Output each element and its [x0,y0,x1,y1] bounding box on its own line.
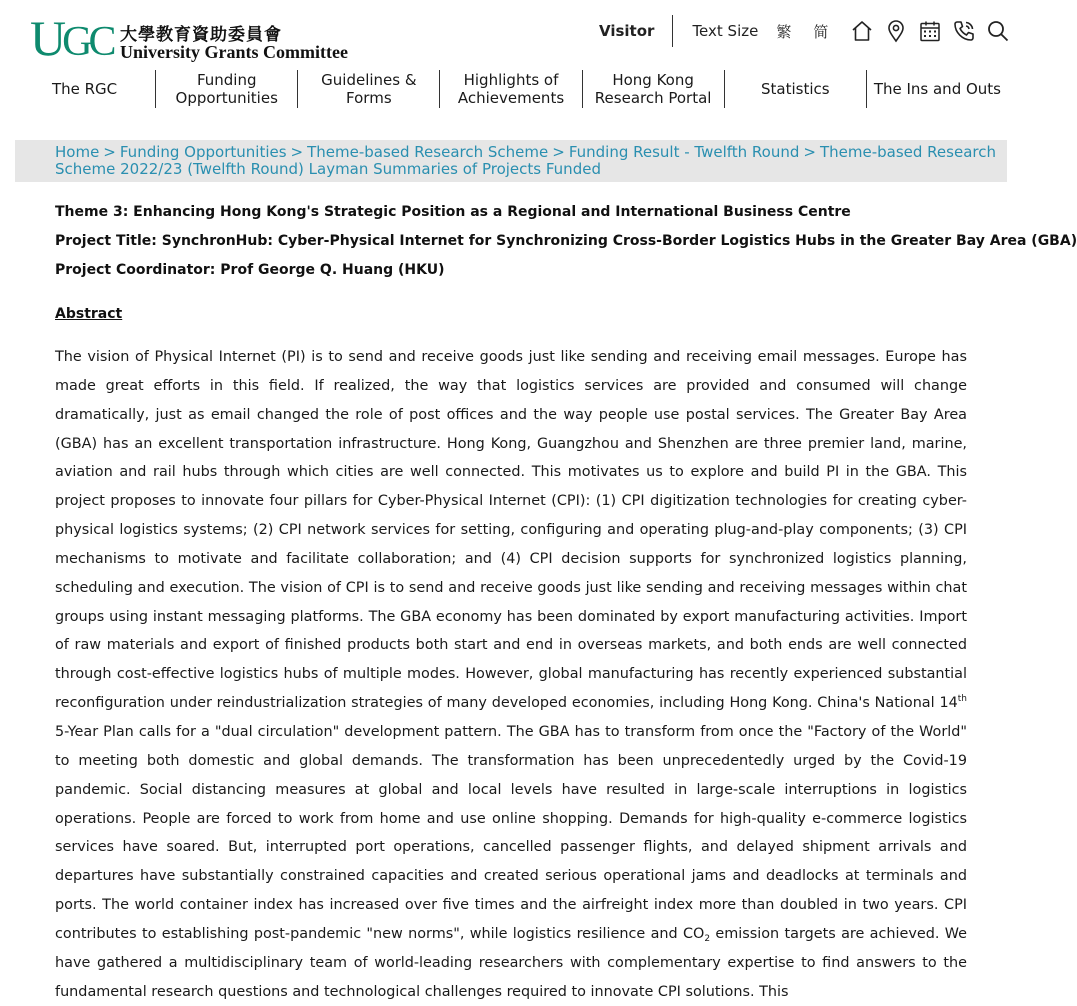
breadcrumb-home[interactable]: Home [55,143,100,161]
text-size-button[interactable]: Text Size [692,22,759,40]
breadcrumb-separator: > [103,143,116,161]
abstract-heading: Abstract [55,306,123,322]
theme-heading: Theme 3: Enhancing Hong Kong's Strategic Position as a Regional and International Business Centre [55,204,851,220]
breadcrumb-trs[interactable]: Theme-based Research Scheme [307,143,549,161]
logo-chinese-name: 大學教育資助委員會 [120,25,282,45]
project-title: Project Title: SynchronHub: Cyber-Physical Internet for Synchronizing Cross-Border Logistics Hubs in the Greater Bay Area (GBA) [55,233,1077,249]
nav-item-statistics[interactable]: Statistics [725,70,867,108]
top-toolbar [590,13,1020,49]
nav-item-the-rgc[interactable]: The RGC [14,70,156,108]
nav-item-highlights-achievements[interactable]: Highlights of Achievements [440,70,582,108]
traditional-chinese-link[interactable]: 繁 [776,22,792,41]
ugc-logo[interactable] [30,10,348,66]
breadcrumb-current-page[interactable]: Theme-based Research Scheme 2022/23 (Twelfth Round) Layman Summaries of Projects Funded [55,143,996,178]
nav-item-funding-opportunities[interactable]: Funding Opportunities [156,70,298,108]
main-nav [14,70,1008,108]
visitor-link[interactable]: Visitor [590,15,673,47]
breadcrumb [15,140,1007,182]
search-icon[interactable] [986,19,1010,43]
project-coordinator: Project Coordinator: Prof George Q. Huang (HKU) [55,262,445,278]
location-icon[interactable] [884,19,908,43]
breadcrumb-separator: > [803,143,816,161]
calendar-icon[interactable] [918,19,942,43]
breadcrumb-funding-result[interactable]: Funding Result - Twelfth Round [568,143,800,161]
logo-mark: UGC [30,10,113,66]
nav-item-ins-and-outs[interactable]: The Ins and Outs [873,80,1001,98]
logo-english-name: University Grants Committee [120,42,348,62]
simplified-chinese-link[interactable]: 简 [813,22,829,41]
breadcrumb-separator: > [290,143,304,161]
breadcrumb-funding-opportunities[interactable]: Funding Opportunities [119,143,287,161]
breadcrumb-separator: > [552,143,565,161]
nav-item-guidelines-forms[interactable]: Guidelines & Forms [298,70,440,108]
main-content [55,198,1077,1006]
nav-item-hk-research-portal[interactable]: Hong Kong Research Portal [583,70,725,108]
abstract-text: The vision of Physical Internet (PI) is to send and receive goods just like sending and receiving email messages. Europe has made great efforts in this field. If realized, the way that logistics services are provided and consumed will change dramatically, just as email changed the role of post offices and the way people use postal services. The Greater Bay Area (GBA) has an excellent transportation infrastructure. Hong Kong, Guangzhou and Shenzhen are three premier land, marine, aviation and rail hubs through which cities are well connected. This motivates us to explore and build PI in the GBA. This project proposes to innovate four pillars for Cyber-Physical Internet (CPI): (1) CPI digitization technologies for creating cyber-physical logistics systems; (2) CPI network services for setting, configuring and operating plug-and-play components; (3) CPI mechanisms to motivate and facilitate collaboration; and (4) CPI decision supports for synchronized logistics planning, scheduling and execution. The vision of CPI is to send and receive goods just like sending and receiving messages within chat groups using instant messaging platforms. The GBA economy has been dominated by export manufacturing activities. Import of raw materials and export of finished products both start and end in overseas markets, and both ends are well connected through cost-effective logistics hubs of multiple modes. However, global manufacturing has recently experienced substantial reconfiguration under reindustrialization strategies of many developed economies, including Hong Kong. China's National 14th 5-Year Plan calls for a "dual circulation" development pattern. The GBA has to transform from once the "Factory of the World" to meeting both domestic and global demands. The transformation has been unprecedentedly urged by the Covid-19 pandemic. Social distancing measures at global and local levels have resulted in large-scale interruptions in logistics operations. People are forced to work from home and use online shopping. Demands for high-quality e-commerce logistics services have soared. But, interrupted port operations, cancelled passenger flights, and delayed shipment arrivals and departures have substantially constrained capacities and created serious operational jams and deadlocks at terminals and ports. The world container index has increased over five times and the airfreight index more than doubled in two years. CPI contributes to establishing post-pandemic "new norms", while logistics resilience and $CO_2$ emission targets are achieved. We have gathered a multidisciplinary team of world-leading researchers with complementary expertise to find answers to the fundamental research questions and technological challenges required to innovate CPI solutions. This [55,349,967,1000]
home-icon[interactable] [850,19,874,43]
phone-icon[interactable] [952,19,976,43]
